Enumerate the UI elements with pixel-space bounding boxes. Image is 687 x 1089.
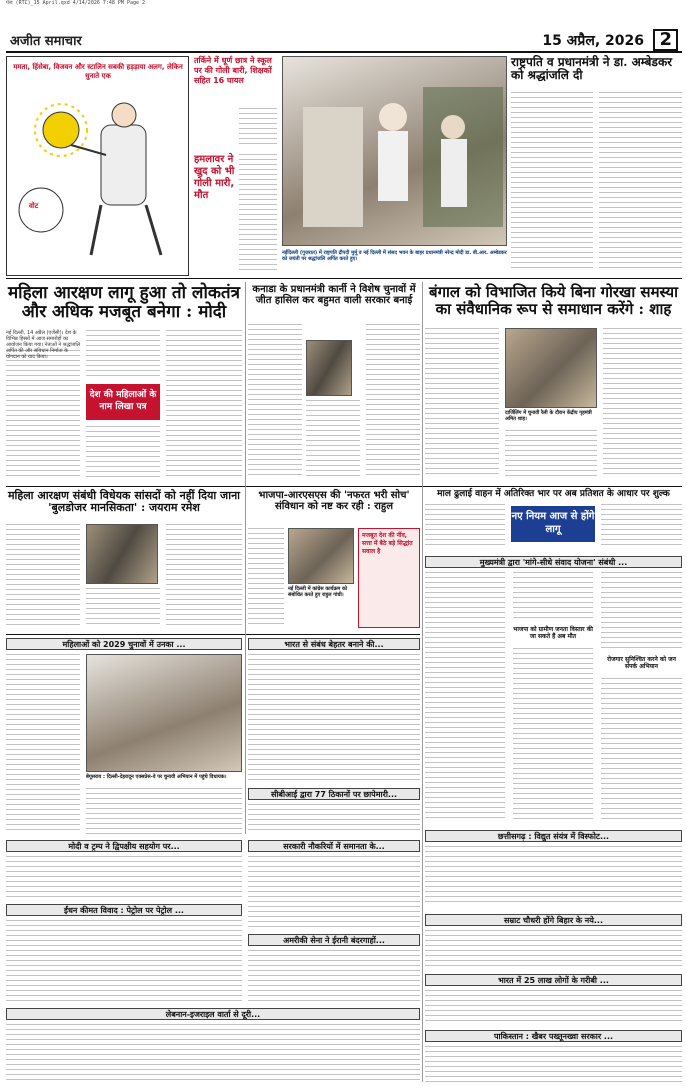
modi-trump-headline: मोदी व ट्रम्प ने द्विपक्षीय सहयोग पर... <box>6 840 242 852</box>
bihar-story <box>425 914 682 970</box>
rahul-story <box>248 490 420 632</box>
canada-headline: कनाडा के प्रधानमंत्री कार्नी ने विशेष चुनावों में जीत हासिल कर बहुमत वाली सरकार बनाई <box>252 284 416 306</box>
lead-story <box>6 284 242 484</box>
school-headline: तर्किने में धूर्ण छात्र ने स्कूल पर की गोली बारी, शिक्षकों सहित 16 घायल <box>194 56 272 85</box>
lead-callout: देश की महिलाओं के नाम लिखा पत्र <box>86 384 160 420</box>
bengal-headline: बंगाल को विभाजित किये बिना गोरखा समस्या का संवैधानिक रूप से समाधान करेंगे : शाह <box>429 283 678 318</box>
paper-name: अजीत समाचार <box>10 34 82 49</box>
pakistan-story <box>425 1030 682 1084</box>
women-2029-text-col2 <box>86 788 242 834</box>
bengal-text-col3 <box>603 328 682 478</box>
cm-subhead-2: रोजगार सुनिश्चित करने को जन संपर्क अभियान <box>607 656 676 670</box>
women-bill-story <box>6 490 242 632</box>
school-story <box>194 56 277 276</box>
bengal-story <box>425 284 682 484</box>
divider-2 <box>6 486 682 487</box>
lead-dateline: नई दिल्ली, 14 अप्रैल (एजेंसी)। देश के विभिन्न हिस्सों में आज समारोहों का आयोजन किया गया। नेताओं ने श्रद्धांजलि अर्पित की और संविधान निर्माता के योगदान को याद किया। <box>6 330 81 360</box>
us-army-text <box>248 950 420 1002</box>
cm-text-col1 <box>425 572 505 822</box>
cm-text-col3a <box>601 572 682 652</box>
lead-headline: महिला आरक्षण लागू हुआ तो लोकतंत्र और अधिक मजबूत बनेगा : मोदी <box>8 283 240 322</box>
govt-jobs-text <box>248 856 420 928</box>
president-story <box>511 56 682 276</box>
us-army-headline: अमरीकी सेना ने ईरानी बंदरगाहों... <box>248 934 420 946</box>
modi-trump-story <box>6 840 242 900</box>
women-2029-story <box>6 638 242 838</box>
lead-text-col2b <box>86 426 160 478</box>
us-army-story <box>248 934 420 1004</box>
govt-jobs-headline: सरकारी नौकरियों में समानता के... <box>248 840 420 852</box>
pakistan-text <box>425 1046 682 1082</box>
cm-text-col2a <box>513 572 593 622</box>
cm-headline: मुख्यमंत्री द्वारा 'मांगे-सीधे संवाद योजना' संबंधी ... <box>425 556 682 568</box>
freight-text-col3 <box>601 504 682 548</box>
fuel-headline: ईंधन कीमत विवाद : पेट्रोल पर पेट्रोल ... <box>6 904 242 916</box>
school-text-body <box>239 154 277 272</box>
cartoon-box <box>6 56 189 276</box>
india-relations-text <box>248 654 420 784</box>
modi-trump-text <box>6 856 242 898</box>
lebanon-story <box>6 1008 420 1084</box>
women-bill-text-col3 <box>166 524 242 628</box>
shah-photo-caption: दार्जिलिंग में चुनावी रैली के दौरान केंद्रीय गृहमंत्री अमित शाह। <box>505 410 592 422</box>
school-text-top <box>239 108 277 148</box>
india-relations-headline: भारत से संबंध बेहतर बनाने की... <box>248 638 420 650</box>
cbi-raids-headline: सीबीआई द्वारा 77 ठिकानों पर छापेमारी... <box>248 788 420 800</box>
rahul-photo-caption: नई दिल्ली में कांग्रेस कार्यक्रम को संबोधित करते हुए राहुल गांधी। <box>288 586 348 598</box>
masthead <box>6 27 682 51</box>
divider-1 <box>6 278 682 279</box>
bihar-text <box>425 930 682 968</box>
canada-story <box>248 284 420 484</box>
freight-text-col1 <box>425 504 505 548</box>
paper-date: 15 अप्रैल, 2026 <box>542 33 644 49</box>
cm-subhead-1: भाजपा को ग्रामीण जनता विस्तार की जा सकते हैं अब मौत <box>513 626 593 640</box>
carney-photo <box>306 340 352 396</box>
cbi-raids-text <box>248 804 420 834</box>
rahul-sidebar: मजबूत देश की नींव, सत्ता में बैठे बड़े सिद्धांत सवाल है <box>358 528 420 628</box>
file-info-bar: पेज (RTC)_15 April.qxd 4/14/2026 7:48 PM Page 2 <box>6 0 146 6</box>
cartoon-drawing <box>11 85 186 273</box>
jairam-ramesh-photo <box>86 524 158 584</box>
india-lakh-story <box>425 974 682 1026</box>
president-text-col2 <box>599 92 682 272</box>
women-2029-text-col1 <box>6 654 80 834</box>
photo-figures <box>283 57 506 245</box>
bengal-text-col1 <box>425 328 499 478</box>
women-bill-text-col2 <box>86 588 160 628</box>
cartoon-caption: ममता, हिंसेबा, विजवन और स्टालिन सबकी हड़ड़ाया अलग, लेकिन धुनाते एक <box>13 63 183 80</box>
page-number: 2 <box>653 29 678 51</box>
govt-jobs-story <box>248 840 420 930</box>
women-bill-headline: महिला आरक्षण संबंधी विधेयक सांसदों को नहीं दिया जाना 'बुलडोजर मानसिकता' : जयराम रमेश <box>7 489 241 515</box>
school-drop-headline: हमलावर ने खुद को भी गोली मारी, मौत <box>194 154 235 201</box>
divider-3 <box>6 634 420 635</box>
rahul-text-col1 <box>248 528 284 628</box>
chhattisgarh-text <box>425 846 682 906</box>
india-relations-story <box>248 638 420 838</box>
lebanon-headline: लेबनान-इजराइल वार्ता से दूरी... <box>6 1008 420 1020</box>
fuel-story <box>6 904 242 1004</box>
ambedkar-tribute-photo <box>282 56 507 246</box>
india-lakh-text <box>425 990 682 1024</box>
women-2029-headline: महिलाओं को 2029 चुनावों में उनका ... <box>6 638 242 650</box>
bihar-headline: सम्राट चौधरी होंगे बिहार के नये... <box>425 914 682 926</box>
fuel-text <box>6 920 242 1002</box>
lebanon-text <box>6 1024 420 1082</box>
president-text-col1 <box>511 92 593 272</box>
freight-headline: माल ढुलाई वाहन में अतिरिक्त भार पर अब प्रतिशत के आधार पर शुल्क <box>437 489 670 499</box>
cartoon-vote-label: वोट <box>29 202 39 210</box>
freight-callout: नए नियम आज से होंगे लागू <box>511 506 595 542</box>
shah-rally-photo <box>505 328 597 408</box>
freight-story <box>425 490 682 550</box>
lead-text-col2a <box>86 330 160 378</box>
canada-text-col3 <box>366 324 420 478</box>
col-rule-1 <box>245 282 246 834</box>
canada-text-col1 <box>248 324 302 478</box>
cm-story <box>425 556 682 826</box>
canada-text-col2 <box>306 400 360 478</box>
chhattisgarh-story <box>425 830 682 910</box>
india-lakh-headline: भारत में 25 लाख लोगों के गरीबी ... <box>425 974 682 986</box>
pakistan-headline: पाकिस्तान : खैबर पख्तूनख्वा सरकार ... <box>425 1030 682 1042</box>
col-rule-2 <box>422 282 423 1082</box>
bengal-text-col2 <box>505 430 597 478</box>
chhattisgarh-headline: छत्तीसगढ़ : विद्युत संयंत्र में विस्फोट... <box>425 830 682 842</box>
women-bill-text-col1 <box>6 524 80 628</box>
masthead-rule <box>6 51 682 53</box>
rahul-photo <box>288 528 354 584</box>
president-headline: राष्ट्रपति व प्रधानमंत्री ने डा. अम्बेडकर को श्रद्धांजलि दी <box>511 55 673 83</box>
cm-text-col2b <box>513 648 593 822</box>
rahul-headline: भाजपा-आरएसएस की 'नफरत भरी सोच' संविधान को नष्ट कर रही : राहुल <box>258 490 410 512</box>
lead-text-col3 <box>166 330 242 478</box>
expressway-photo <box>86 654 242 772</box>
cm-text-col3b <box>601 678 682 822</box>
expressway-photo-caption: बेगूसराय : दिल्ली-देहरादून एक्सप्रेस-वे पर चुनावी अभियान में पहुंचे विधायक। <box>86 774 227 780</box>
ambedkar-photo-caption: नईदिल्ली (गुजरात) में राष्ट्रपति द्रौपदी मुर्मू व नई दिल्ली में संसद भवन के बाहर प्रधानमंत्री नरेन्द्र मोदी डा. बी.आर. अम्बेडकर को जयंती पर श्रद्धांजलि अर्पित करते हुए। <box>282 250 507 262</box>
